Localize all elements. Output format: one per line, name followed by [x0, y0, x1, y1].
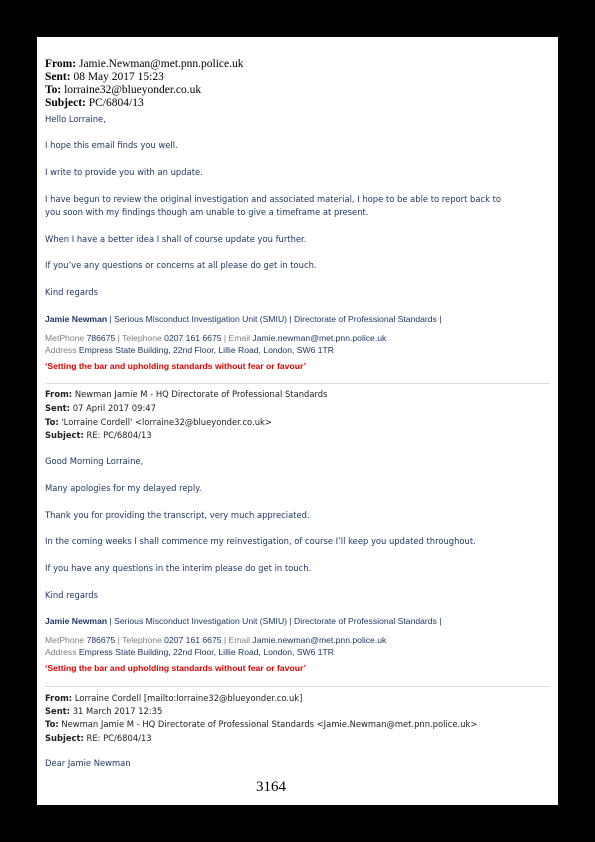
email2-body-line: If you have any questions in the interim please do get in touch.: [45, 563, 312, 573]
email1-body-line: I have begun to review the original investigation and associated material, I hope to be able to report back to: [45, 194, 502, 204]
email-divider: [45, 383, 550, 384]
email2-body-line: In the coming weeks I shall commence my reinvestigation, of course I’ll keep you updated throughout.: [45, 536, 476, 546]
email1-body-line: Kind regards: [45, 287, 98, 297]
email1-body-line: I hope this email finds you well.: [45, 140, 178, 150]
email3-from-line: From: Lorraine Cordell [mailto:lorraine32@blueyonder.co.uk]: [45, 693, 303, 703]
email3-subject-line: Subject: RE: PC/6804/13: [45, 733, 152, 743]
email2-body-line: Many apologies for my delayed reply.: [45, 483, 202, 493]
email2-from-line: From: Newman Jamie M - HQ Directorate of Professional Standards: [45, 389, 328, 399]
signature-email-link[interactable]: Jamie.newman@met.pnn.police.uk: [252, 635, 387, 645]
email3-sent-line: Sent: 31 March 2017 12:35: [45, 706, 163, 716]
email1-body-line: I write to provide you with an update.: [45, 167, 203, 177]
email3-body-line: Dear Jamie Newman: [45, 758, 131, 768]
email1-body-line: If you’ve any questions or concerns at all please do get in touch.: [45, 260, 317, 270]
email1-body-line: you soon with my findings though am unable to give a timeframe at present.: [45, 207, 369, 217]
email2-body-line: Good Morning Lorraine,: [45, 456, 144, 466]
email1-body-line: Hello Lorraine,: [45, 114, 106, 124]
email2-sent-line: Sent: 07 April 2017 09:47: [45, 403, 156, 413]
signature-email-link[interactable]: Jamie.newman@met.pnn.police.uk: [252, 333, 387, 343]
email1-subject-line: Subject: PC/6804/13: [45, 97, 144, 109]
email3-to-line: To: Newman Jamie M - HQ Directorate of Professional Standards <Jamie.Newman@met.pnn.police.uk>: [45, 719, 478, 729]
email2-body-line: Thank you for providing the transcript, very much appreciated.: [45, 510, 310, 520]
signature-contact-line: MetPhone 786675 | Telephone 0207 161 6675 | Email Jamie.newman@met.pnn.police.uk: [45, 333, 387, 343]
email-divider: [45, 686, 550, 687]
signature-name-line: Jamie Newman | Serious Misconduct Investigation Unit (SMIU) | Directorate of Professional Standards |: [45, 616, 442, 626]
email1-body-line: When I have a better idea I shall of course update you further.: [45, 234, 307, 244]
signature-name-line: Jamie Newman | Serious Misconduct Investigation Unit (SMIU) | Directorate of Professional Standards |: [45, 314, 442, 324]
email2-subject-line: Subject: RE: PC/6804/13: [45, 430, 152, 440]
page-number: 3164: [256, 779, 286, 795]
signature-motto: ‘Setting the bar and upholding standards without fear or favour’: [45, 361, 307, 371]
email2-to-line: To: 'Lorraine Cordell' <lorraine32@blueyonder.co.uk>: [45, 417, 272, 427]
email1-sent-line: Sent: 08 May 2017 15:23: [45, 71, 164, 83]
signature-address-line: Address Empress State Building, 22nd Floor, Lillie Road, London, SW6 1TR: [45, 345, 335, 355]
email2-body-line: Kind regards: [45, 590, 98, 600]
signature-motto: ‘Setting the bar and upholding standards without fear or favour’: [45, 663, 307, 673]
email1-from-line: From: Jamie.Newman@met.pnn.police.uk: [45, 58, 244, 70]
signature-address-line: Address Empress State Building, 22nd Floor, Lillie Road, London, SW6 1TR: [45, 647, 335, 657]
document-page: [37, 37, 558, 805]
email1-to-line: To: lorraine32@blueyonder.co.uk: [45, 84, 202, 96]
signature-contact-line: MetPhone 786675 | Telephone 0207 161 6675 | Email Jamie.newman@met.pnn.police.uk: [45, 635, 387, 645]
